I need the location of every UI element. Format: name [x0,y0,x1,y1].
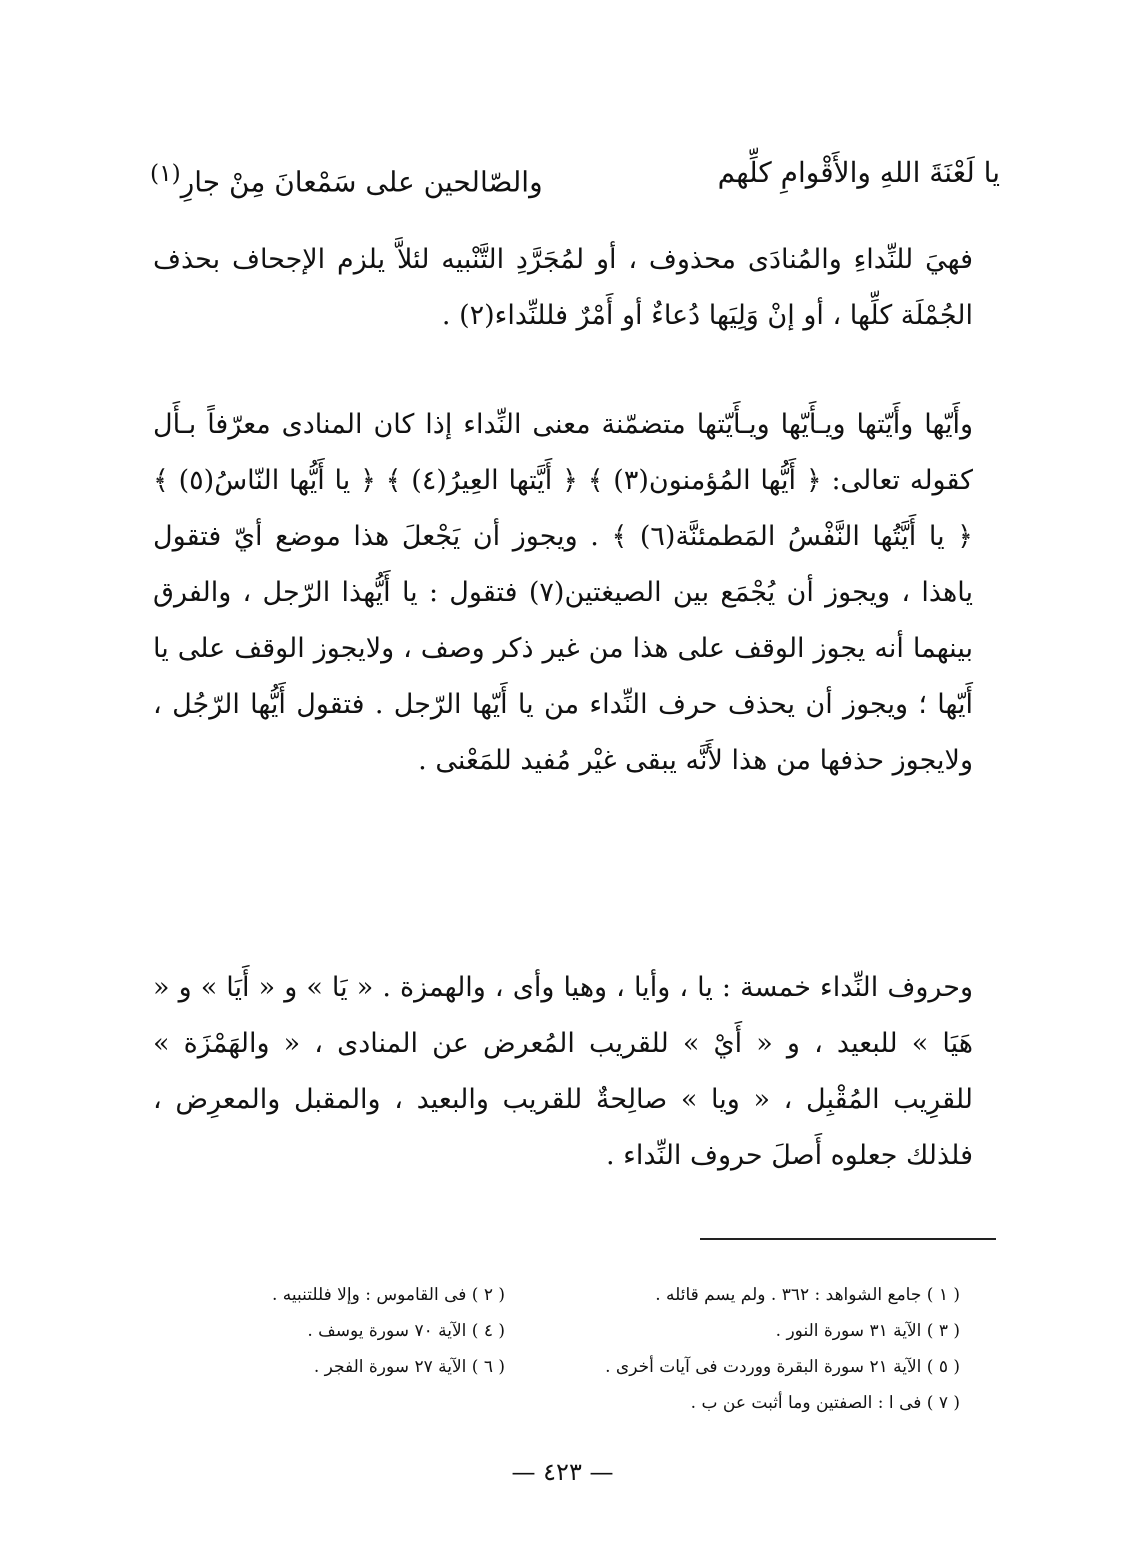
paragraph-1: فهيَ للنِّداءِ والمُنادَى محذوف ، أو لمُجَرَّدِ التَّنْبيه لئلاَّ يلزم الإجحاف بحذف الجُمْلَة كلِّها ، أو إنْ وَلِيَها دُعاءٌ أو أَمْرٌ فللنِّداء(٢) . [153,244,973,331]
page-number: — ٤٢٣ — [511,1458,614,1486]
footnote-5: ( ٥ ) الآية ٢١ سورة البقرة ووردت فى آيات أخرى . [605,1357,960,1377]
verse-second-hemistich [150,148,543,207]
footnote-marker: (١) [150,159,181,187]
footnote-separator [700,1238,996,1240]
paragraph-3: وحروف النِّداء خمسة : يا ، وأيا ، وهيا وأى ، والهمزة . « يَا » و « أَيَا » و « هَيَا » للبعيد ، و « أَيْ » للقريب المُعرض عن المنادى ، « والهَمْزَة » للقرِيب المُقْبِل ، « ويا » صالِحةٌ للقريب والبعيد ، والمقبل والمعرِض ، فلذلك جعلوه أَصلَ حروف النِّداء . [153,972,973,1171]
poetry-verse [150,148,1000,198]
footnote-row [250,1316,960,1352]
verse-second-hemistich-text: والصّالحين على سَمْعانَ مِنْ جارِ [180,165,543,199]
paragraph-2: وأَيّها وأَيّتها ويـأَيّها ويـأَيّتها متضمّنة معنى النِّداء إذا كان المنادى معرّفاً بـأَل كقوله تعالى: ﴿ أَيُّها المُؤمنون(٣) ﴾ ﴿ أَيَّتها العِيرُ(٤) ﴾ ﴿ يا أَيُّها النّاسُ(٥) ﴾ ﴿ يا أَيَّتُها النَّفْسُ المَطمئنَّة(٦) ﴾ . ويجوز أن يَجْعلَ هذا موضع أيّ فتقول ياهذا ، ويجوز أن يُجْمَع بين الصيغتين(٧) فتقول : يا أَيُّهذا الرّجل ، والفرق بينهما أنه يجوز الوقف على هذا من غير ذكر وصف ، ولايجوز الوقف على يا أَيّها ؛ ويجوز أن يحذف حرف النِّداء من يا أَيّها الرّجل . فتقول أَيُّها الرّجُل ، ولايجوز حذفها من هذا لأَنَّه يبقى غيْر مُفيد للمَعْنى . [153,409,974,776]
footnote-4: ( ٤ ) الآية ٧٠ سورة يوسف . [307,1321,505,1341]
footnote-3: ( ٣ ) الآية ٣١ سورة النور . [775,1321,960,1341]
footnotes [250,1280,960,1424]
footnote-6: ( ٦ ) الآية ٢٧ سورة الفجر . [313,1357,505,1377]
footnote-1: ( ١ ) جامع الشواهد : ٣٦٢ . ولم يسم قائله . [655,1285,960,1305]
footnote-7: ( ٧ ) فى ا : الصفتين وما أثبت عن ب . [690,1393,960,1413]
verse-first-hemistich: يا لَعْنَةَ اللهِ والأَقْوامِ كلِّهم [717,156,1000,189]
footnote-2: ( ٢ ) فى القاموس : وإلا فللتنبيه . [271,1285,505,1305]
footnote-row [250,1280,960,1316]
footnote-row [250,1352,960,1388]
footnote-row [250,1388,960,1424]
